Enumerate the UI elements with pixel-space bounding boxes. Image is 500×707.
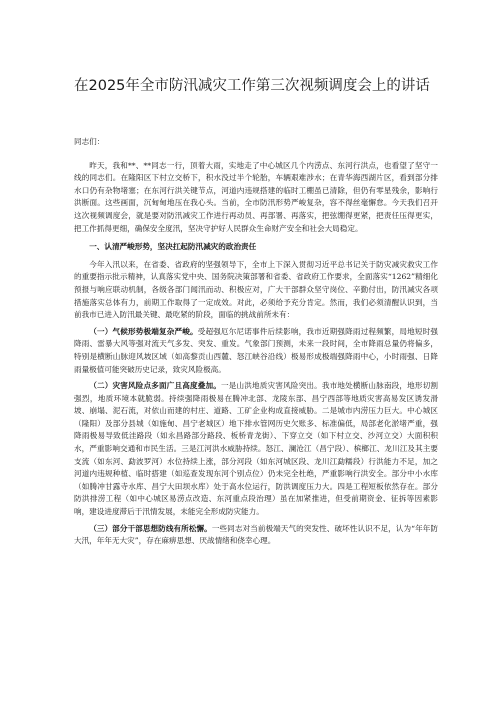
point-3-text: 一些同志对当前极端天气的突发性、破坏性认识不足，认为“年年防大汛，年年无大灾”，存在麻痹思想、厌战情绪和侥幸心理。 [74, 523, 438, 546]
section-1-paragraph: 今年入汛以来，在省委、省政府的坚强领导下，全市上下深入贯彻习近平总书记关于防灾减灾救灾工作的重要指示批示精神，认真落实党中央、国务院决策部署和省委、省政府工作要求，全面落实“1262”精细化预报与响应联动机制，各级各部门闻汛而动、积极应对，广大干部群众坚守岗位、辛勤付出，防汛减灾各项措施落实总体有力，前期工作取得了一定成效。对此，必须给予充分肯定。然而，我们必须清醒认识到，当前我市已进入防汛最关键、最吃紧的阶段，面临的挑战前所未有： [74, 259, 438, 320]
section-heading-1: 一、认清严峻形势，坚决扛起防汛减灾的政治责任 [89, 242, 257, 252]
point-1-text: 受超强厄尔尼诺事件后续影响，我市近期强降雨过程频繁，局地短时强降雨、雷暴大风等强对流天气多发、突发、重发。气象部门预测，未来一段时间，全市降雨总量仍将偏多，特别是横断山脉迎风坡区域（如高黎贡山西麓、怒江峡谷沿线）极易形成极端强降雨中心，小时雨强、日降雨量极值可能突破历史记录，致灾风险极高。 [74, 326, 439, 374]
point-2-paragraph [74, 380, 438, 519]
point-1-paragraph [74, 326, 438, 376]
point-2-text: 一是山洪地质灾害风险突出。我市地处横断山脉南段，地形切割强烈，地质环境本就脆弱。持续强降雨极易在腾冲北部、龙陵东部、昌宁西部等地质灾害高易发区诱发滑坡、崩塌、泥石流，对依山而建的村庄、道路、工矿企业构成直接威胁。二是城市内涝压力巨大。中心城区（隆阳）及部分县城（如施甸、昌宁老城区）地下排水管网历史欠账多、标准偏低，局部老化淤堵严重，强降雨极易导致低洼路段（如永昌路部分路段、板桥青龙街）、下穿立交（如下村立交、沙河立交）大面积积水，严重影响交通和市民生活。三是江河洪水威胁持续。怒江、澜沧江（昌宁段）、槟榔江、龙川江及其主要支流（如东河、勐波罗河）水位持续上涨，部分河段（如东河城区段、龙川江勐糯段）行洪能力不足，加之河道内违规种植、临时搭建（如巡查发现东河个别点位）仍未完全杜绝，严重影响行洪安全。部分中小水库（如腾冲甘露寺水库、昌宁大田坝水库）处于高水位运行，防洪调度压力大。四是工程短板依然存在。部分防洪排涝工程（如中心城区易涝点改造、东河重点段治理）虽在加紧推进，但受前期资金、征拆等因素影响，建设进度滞后于汛情发展，未能完全形成防灾能力。 [74, 381, 439, 517]
point-3-paragraph [74, 523, 438, 548]
document-title: 在2025年全市防汛减灾工作第三次视频调度会上的讲话 [74, 78, 430, 94]
point-2-lead: （二）灾害风险点多面广且高度叠加。 [89, 381, 222, 391]
point-3-lead: （三）部分干部思想防线有所松懈。 [89, 523, 212, 533]
document-body [74, 136, 438, 552]
point-1-lead: （一）气候形势极端复杂严峻。 [89, 326, 198, 336]
intro-paragraph: 昨天，我和**、**同志一行，顶着大雨，实地走了中心城区几个内涝点、东河行洪点，也看望了坚守一线的同志们。在隆阳区下村立交桥下，积水没过半个轮胎，车辆艰难涉水；在青华海西湖片区，看到部分排水口仍有杂物堵塞；在东河行洪关键节点，河道内违规搭建的临时工棚虽已清除，但仍有零星残余，影响行洪断面。这些画面，沉甸甸地压在我心头。当前，全市防汛形势严峻复杂，容不得丝毫懈怠。今天我们召开这次视频调度会，就是要对防汛减灾工作进行再动员、再部署、再落实，把弦绷得更紧，把责任压得更实，把工作抓得更细，确保安全度汛，坚决守护好人民群众生命财产安全和社会大局稳定。 [74, 160, 438, 233]
salutation: 同志们： [74, 137, 105, 146]
